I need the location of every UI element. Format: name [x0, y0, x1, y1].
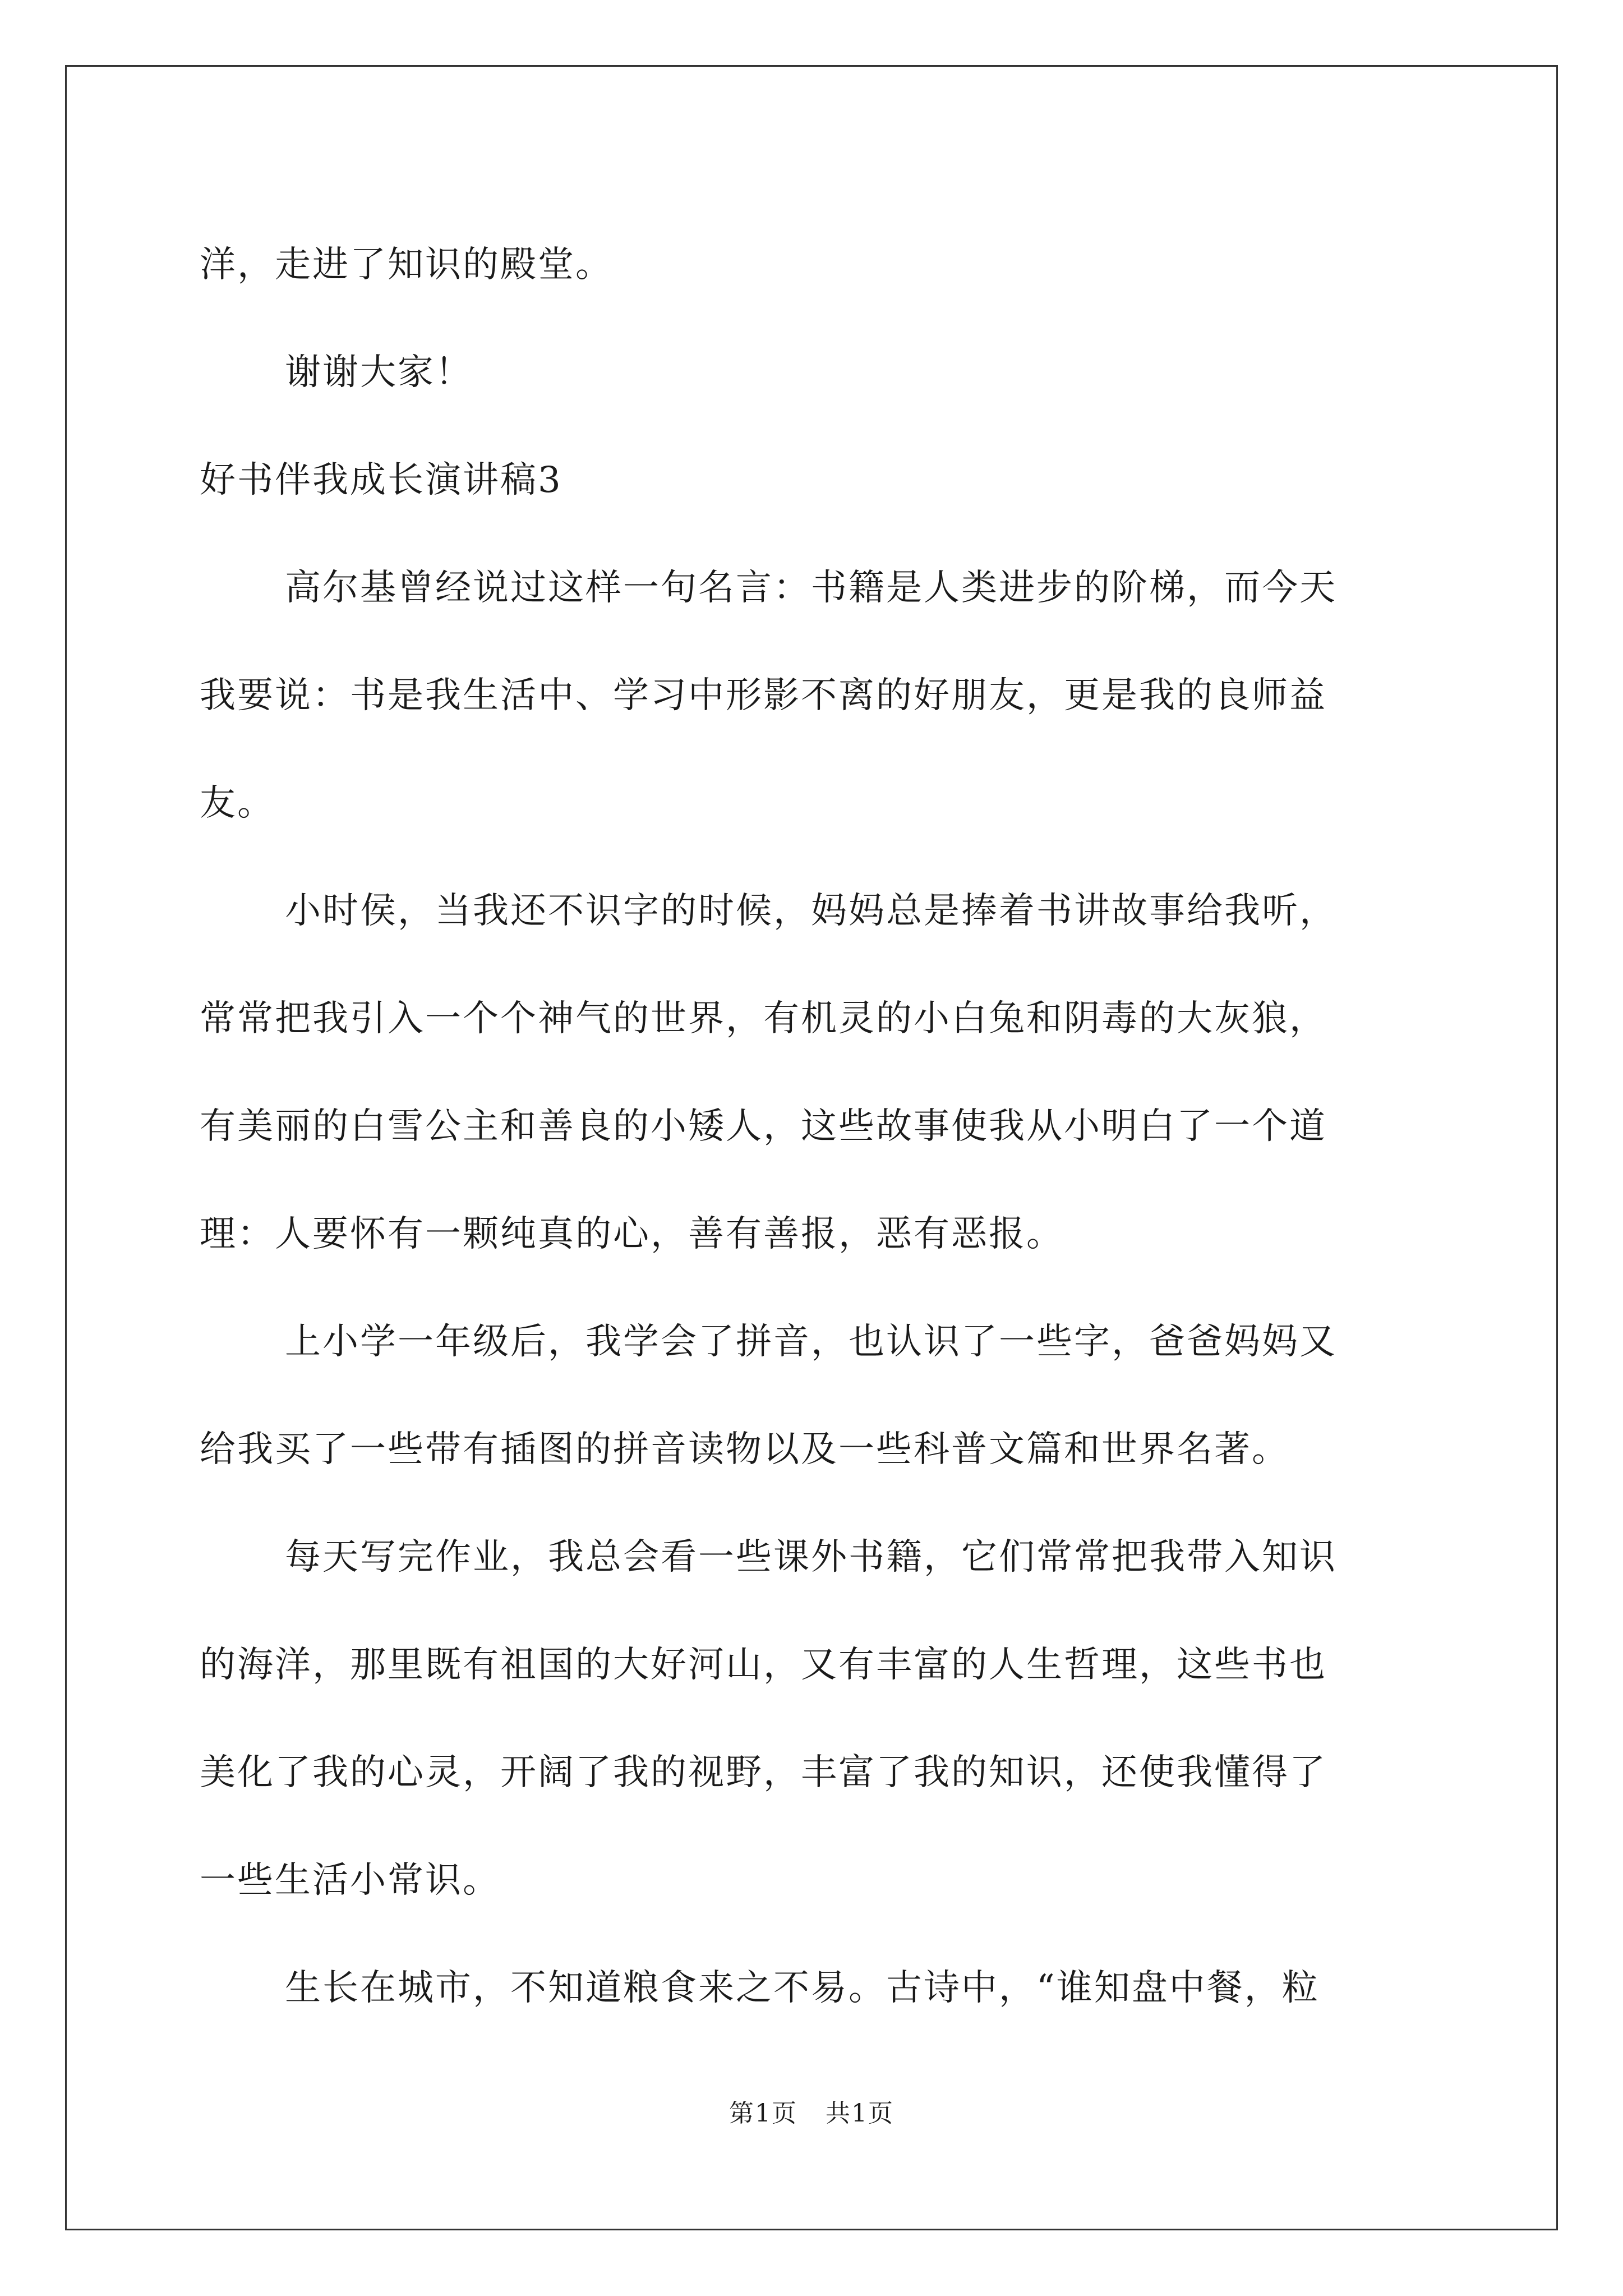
text-line: 常常把我引入一个个神气的世界，有机灵的小白兔和阴毒的大灰狼，: [200, 998, 1327, 1039]
text-line: 一些生活小常识。: [200, 1860, 500, 1901]
text-line: 有美丽的白雪公主和善良的小矮人，这些故事使我从小明白了一个道: [200, 1106, 1327, 1147]
text-line: 生长在城市，不知道粮食来之不易。古诗中，“谁知盘中餐，粒: [285, 1967, 1320, 2009]
page-total: 共1页: [826, 2099, 894, 2128]
text-line: 美化了我的心灵，开阔了我的视野，丰富了我的知识，还使我懂得了: [200, 1752, 1327, 1793]
page-footer: [0, 2097, 1623, 2131]
text-line: 小时侯，当我还不识字的时候，妈妈总是捧着书讲故事给我听，: [285, 890, 1337, 932]
text-line: 每天写完作业，我总会看一些课外书籍，它们常常把我带入知识: [285, 1536, 1337, 1578]
page-number: 第1页: [729, 2099, 797, 2128]
text-line: 谢谢大家！: [285, 352, 473, 393]
document-body: [200, 211, 1429, 2042]
section-heading: 好书伴我成长演讲稿3: [200, 459, 562, 501]
text-line: 理：人要怀有一颗纯真的心，善有善报，恶有恶报。: [200, 1213, 1064, 1255]
text-line: 的海洋，那里既有祖国的大好河山，又有丰富的人生哲理，这些书也: [200, 1644, 1327, 1686]
text-line: 上小学一年级后，我学会了拼音，也认识了一些字，爸爸妈妈又: [285, 1321, 1337, 1363]
text-line: 我要说：书是我生活中、学习中形影不离的好朋友，更是我的良师益: [200, 675, 1327, 716]
text-line: 友。: [200, 783, 275, 824]
text-line: 高尔基曾经说过这样一句名言：书籍是人类进步的阶梯，而今天: [285, 567, 1337, 609]
text-line: 给我买了一些带有插图的拼音读物以及一些科普文篇和世界名著。: [200, 1429, 1289, 1470]
text-line: 洋，走进了知识的殿堂。: [200, 244, 613, 286]
